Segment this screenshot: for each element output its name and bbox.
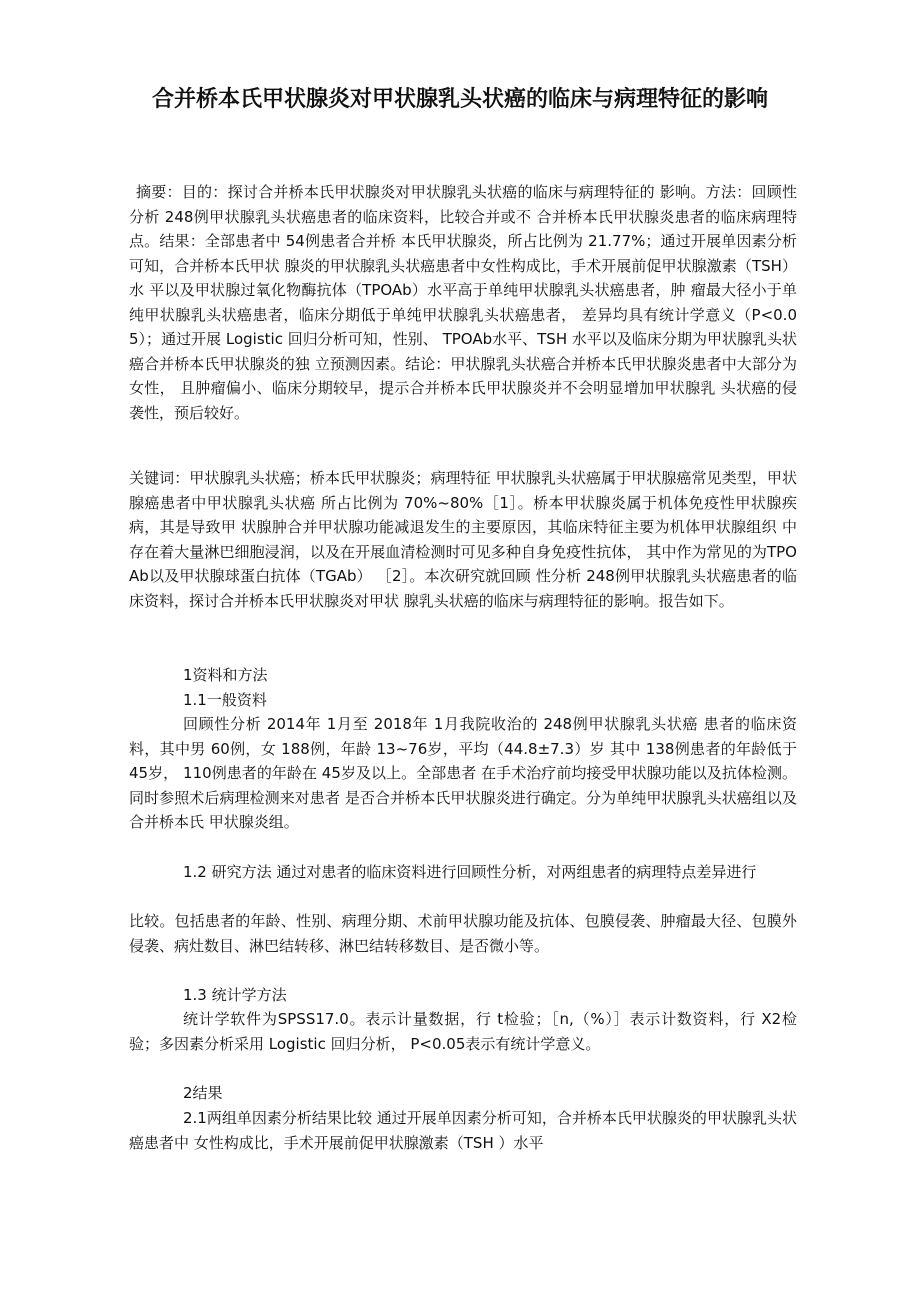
subsection-heading-statistics: 1.3 统计学方法 (183, 986, 287, 1004)
research-method-paragraph: 比较。包括患者的年龄、性别、病理分期、术前甲状腺功能及抗体、包膜侵袭、肿瘤最大径、包膜外侵袭、病灶数目、淋巴结转移、淋巴结转移数目、是否微小等。 (129, 912, 797, 955)
subsection-heading-research-method: 1.2 研究方法 通过对患者的临床资料进行回顾性分析，对两组患者的病理特点差异进行 (183, 863, 757, 881)
section-heading-results: 2结果 (183, 1084, 223, 1102)
keywords-and-introduction: 关键词：甲状腺乳头状癌；桥本氏甲状腺炎；病理特征 甲状腺乳头状癌属于甲状腺癌常见类型，甲状腺癌患者中甲状腺乳头状癌 所占比例为 70%~80%［1］。桥本甲状腺炎属于机体免疫性甲状腺疾病，其是导致甲 状腺肿合并甲状腺功能减退发生的主要原因，其临床特征主要为机体甲状腺组织 中存在着大量淋巴细胞浸润，以及在开展血清检测时可见多种自身免疫性抗体， 其中作为常见的为TPOAb以及甲状腺球蛋白抗体（TGAb） ［2］。本次研究就回顾 性分析 248例甲状腺乳头状癌患者的临床资料，探讨合并桥本氏甲状腺炎对甲状 腺乳头状癌的临床与病理特征的影响。报告如下。 (129, 469, 797, 610)
general-data-paragraph: 回顾性分析 2014年 1月至 2018年 1月我院收治的 248例甲状腺乳头状癌 患者的临床资料，其中男 60例，女 188例，年龄 13~76岁，平均（44.8±7.3）岁 其中 138例患者的年龄低于 45岁， 110例患者的年龄在 45岁及以上。全部患者 在手术治疗前均接受甲状腺功能以及抗体检测。同时参照术后病理检测来对患者 是否合并桥本氏甲状腺炎进行确定。分为单纯甲状腺乳头状癌组以及合并桥本氏 甲状腺炎组。 (129, 715, 797, 831)
subsection-heading-general-data: 1.1一般资料 (183, 691, 267, 709)
section-heading-materials-methods: 1资料和方法 (183, 666, 268, 684)
results-paragraph: 2.1两组单因素分析结果比较 通过开展单因素分析可知，合并桥本氏甲状腺炎的甲状腺乳头状癌患者中 女性构成比，手术开展前促甲状腺激素（TSH ）水平 (129, 1109, 797, 1152)
abstract-paragraph: 摘要：目的：探讨合并桥本氏甲状腺炎对甲状腺乳头状癌的临床与病理特征的 影响。方法：回顾性分析 248例甲状腺乳头状癌患者的临床资料，比较合并或不 合并桥本氏甲状腺炎患者的临床病理特点。结果：全部患者中 54例患者合并桥 本氏甲状腺炎，所占比例为 21.77%；通过开展单因素分析可知，合并桥本氏甲状 腺炎的甲状腺乳头状癌患者中女性构成比，手术开展前促甲状腺激素（TSH）水 平以及甲状腺过氧化物酶抗体（TPOAb）水平高于单纯甲状腺乳头状癌患者，肿 瘤最大径小于单纯甲状腺乳头状癌患者，临床分期低于单纯甲状腺乳头状癌患者， 差异均具有统计学意义（P<0.05）；通过开展 Logistic 回归分析可知，性别、 TPOAb水平、TSH 水平以及临床分期为甲状腺乳头状癌合并桥本氏甲状腺炎的独 立预测因素。结论：甲状腺乳头状癌合并桥本氏甲状腺炎患者中大部分为女性， 且肿瘤偏小、临床分期较早，提示合并桥本氏甲状腺炎并不会明显增加甲状腺乳 头状癌的侵袭性，预后较好。 (129, 183, 797, 422)
statistics-paragraph: 统计学软件为SPSS17.0。表示计量数据，行 t检验；［n,（%）］表示计数资料，行 X2检验；多因素分析采用 Logistic 回归分析， P<0.05表示有统计学意义。 (129, 1010, 797, 1053)
paper-title: 合并桥本氏甲状腺炎对甲状腺乳头状癌的临床与病理特征的影响 (151, 87, 768, 112)
